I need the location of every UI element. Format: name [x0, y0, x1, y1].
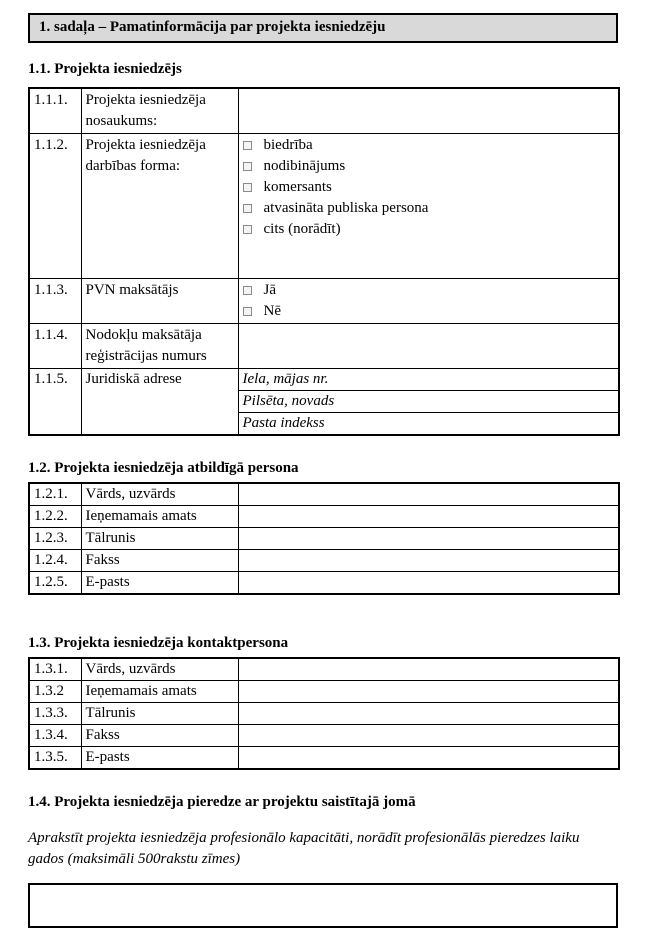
experience-instruction: Aprakstīt projekta iesniedzēja profesionālo kapacitāti, norādīt profesionālās pieredzes laiku gados (maksimāli 500rakstu zīmes) — [28, 830, 580, 867]
input-cell-iela[interactable]: Iela, mājas nr. — [238, 369, 619, 391]
input-cell-fakss[interactable] — [238, 725, 619, 747]
row-number: 1.2.5. — [29, 572, 81, 595]
row-number: 1.2.4. — [29, 550, 81, 572]
row-label: Tālrunis — [81, 703, 238, 725]
row-number: 1.3.1. — [29, 658, 81, 681]
table-row-1-1-2 — [29, 134, 619, 279]
row-label: E-pasts — [81, 572, 238, 595]
table-row-1-1-3 — [29, 279, 619, 324]
row-number: 1.3.4. — [29, 725, 81, 747]
input-cell-vards[interactable] — [238, 483, 619, 506]
table-row-1-3-1 — [29, 658, 619, 681]
heading-1-3: 1.3. Projekta iesniedzēja kontaktpersona — [28, 635, 289, 651]
option-ne — [243, 301, 615, 322]
row-number: 1.3.3. — [29, 703, 81, 725]
row-label: Ieņemamais amats — [81, 681, 238, 703]
experience-input-box[interactable] — [28, 883, 618, 928]
input-cell-amats[interactable] — [238, 681, 619, 703]
option-cits — [243, 219, 615, 240]
row-label: Tālrunis — [81, 528, 238, 550]
row-label: Fakss — [81, 725, 238, 747]
option-label: nodibinājums — [263, 158, 346, 174]
input-cell-epasts[interactable] — [238, 572, 619, 595]
row-label: Vārds, uzvārds — [81, 483, 238, 506]
row-label: Juridiskā adrese — [81, 369, 238, 436]
input-cell-fakss[interactable] — [238, 550, 619, 572]
row-number: 1.1.3. — [29, 279, 81, 324]
row-number: 1.2.3. — [29, 528, 81, 550]
checkbox-icon[interactable] — [243, 307, 252, 316]
heading-1-1: 1.1. Projekta iesniedzējs — [28, 61, 182, 77]
row-number: 1.1.2. — [29, 134, 81, 279]
option-label: biedrība — [263, 137, 313, 153]
row-label: Projekta iesniedzēja nosaukums: — [81, 88, 238, 134]
table-row-1-1-1 — [29, 88, 619, 134]
row-number: 1.3.2 — [29, 681, 81, 703]
table-1-1 — [28, 87, 620, 436]
table-row-1-3-5 — [29, 747, 619, 770]
row-label: E-pasts — [81, 747, 238, 770]
input-cell-registracijas-numurs[interactable] — [238, 324, 619, 369]
input-cell-talrunis[interactable] — [238, 528, 619, 550]
checkbox-icon[interactable] — [243, 183, 252, 192]
row-label: Vārds, uzvārds — [81, 658, 238, 681]
option-komersants — [243, 177, 615, 198]
checkbox-icon[interactable] — [243, 286, 252, 295]
table-row-1-3-4 — [29, 725, 619, 747]
row-label: Projekta iesniedzēja darbības forma: — [81, 134, 238, 279]
table-row-1-2-5 — [29, 572, 619, 595]
option-biedriba — [243, 135, 615, 156]
option-label: komersants — [263, 179, 332, 195]
heading-1-4: 1.4. Projekta iesniedzēja pieredze ar projektu saistītajā jomā — [28, 794, 416, 810]
checkbox-icon[interactable] — [243, 162, 252, 171]
table-row-1-1-5 — [29, 369, 619, 391]
table-row-1-2-2 — [29, 506, 619, 528]
option-label: cits (norādīt) — [263, 221, 341, 237]
input-cell-pilseta[interactable]: Pilsēta, novads — [238, 391, 619, 413]
table-row-1-2-1 — [29, 483, 619, 506]
table-1-3 — [28, 657, 620, 770]
option-atvasinata-publiska-persona — [243, 198, 615, 219]
row-number: 1.1.1. — [29, 88, 81, 134]
input-cell-pasta-indekss[interactable]: Pasta indekss — [238, 413, 619, 436]
row-label: Nodokļu maksātāja reģistrācijas numurs — [81, 324, 238, 369]
option-label: atvasināta publiska persona — [263, 200, 429, 216]
darbibas-forma-options — [238, 134, 619, 279]
row-number: 1.1.4. — [29, 324, 81, 369]
pvn-options — [238, 279, 619, 324]
option-label: Jā — [263, 282, 276, 298]
row-label: Fakss — [81, 550, 238, 572]
input-cell-epasts[interactable] — [238, 747, 619, 770]
row-number: 1.1.5. — [29, 369, 81, 436]
table-1-2 — [28, 482, 620, 595]
checkbox-icon[interactable] — [243, 225, 252, 234]
option-ja — [243, 280, 615, 301]
row-number: 1.2.1. — [29, 483, 81, 506]
input-cell-nosaukums[interactable] — [238, 88, 619, 134]
section-banner-title: 1. sadaļa – Pamatinformācija par projekta iesniedzēju — [39, 19, 386, 35]
table-row-1-2-3 — [29, 528, 619, 550]
input-cell-vards[interactable] — [238, 658, 619, 681]
table-row-1-1-4 — [29, 324, 619, 369]
row-number: 1.3.5. — [29, 747, 81, 770]
option-nodibinajums — [243, 156, 615, 177]
input-cell-amats[interactable] — [238, 506, 619, 528]
row-label: Ieņemamais amats — [81, 506, 238, 528]
input-cell-talrunis[interactable] — [238, 703, 619, 725]
table-row-1-3-2 — [29, 681, 619, 703]
table-row-1-3-3 — [29, 703, 619, 725]
section-banner — [28, 13, 618, 43]
heading-1-2: 1.2. Projekta iesniedzēja atbildīgā persona — [28, 460, 299, 476]
option-label: Nē — [263, 303, 281, 319]
table-row-1-2-4 — [29, 550, 619, 572]
checkbox-icon[interactable] — [243, 141, 252, 150]
row-number: 1.2.2. — [29, 506, 81, 528]
row-label: PVN maksātājs — [81, 279, 238, 324]
checkbox-icon[interactable] — [243, 204, 252, 213]
